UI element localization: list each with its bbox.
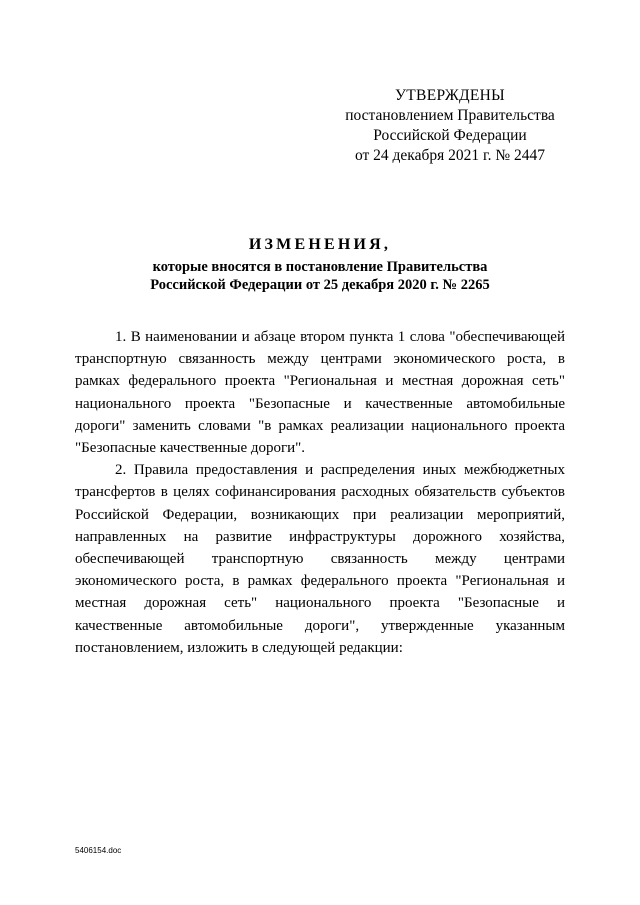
- approval-line-3: от 24 декабря 2021 г. № 2447: [354, 147, 546, 164]
- document-title: ИЗМЕНЕНИЯ,: [248, 236, 392, 253]
- document-subtitle: [0, 258, 640, 294]
- subtitle-line-1: которые вносятся в постановление Правительства: [152, 259, 488, 275]
- document-body: [75, 326, 565, 659]
- subtitle-line-2: Российской Федерации от 25 декабря 2020 г. № 2265: [150, 277, 490, 293]
- approval-heading: УТВЕРЖДЕНЫ: [395, 87, 505, 104]
- approval-line-1: постановлением Правительства: [345, 107, 555, 124]
- file-name-footer: 5406154.doc: [75, 846, 122, 855]
- approval-block: [330, 86, 570, 166]
- paragraph-2: 2. Правила предоставления и распределения иных межбюджетных трансфертов в целях софинансирования расходных обязательств субъектов Российской Федерации, возникающих при реализации мероприятий, направленных на развитие инфраструктуры дорожного хозяйства, обеспечивающей транспортную связанность между центрами экономического роста, в рамках федерального проекта "Региональная и местная дорожная сеть" национального проекта "Безопасные и качественные автомобильные дороги", утвержденные указанным постановлением, изложить в следующей редакции:: [75, 462, 565, 656]
- paragraph-1: 1. В наименовании и абзаце втором пункта 1 слова "обеспечивающей транспортную связанность между центрами экономического роста, в рамках федерального проекта "Региональная и местная дорожная сеть" национального проекта "Безопасные и качественные автомобильные дороги" заменить словами "в рамках реализации национального проекта "Безопасные качественные дороги".: [75, 329, 565, 457]
- approval-line-2: Российской Федерации: [373, 127, 527, 144]
